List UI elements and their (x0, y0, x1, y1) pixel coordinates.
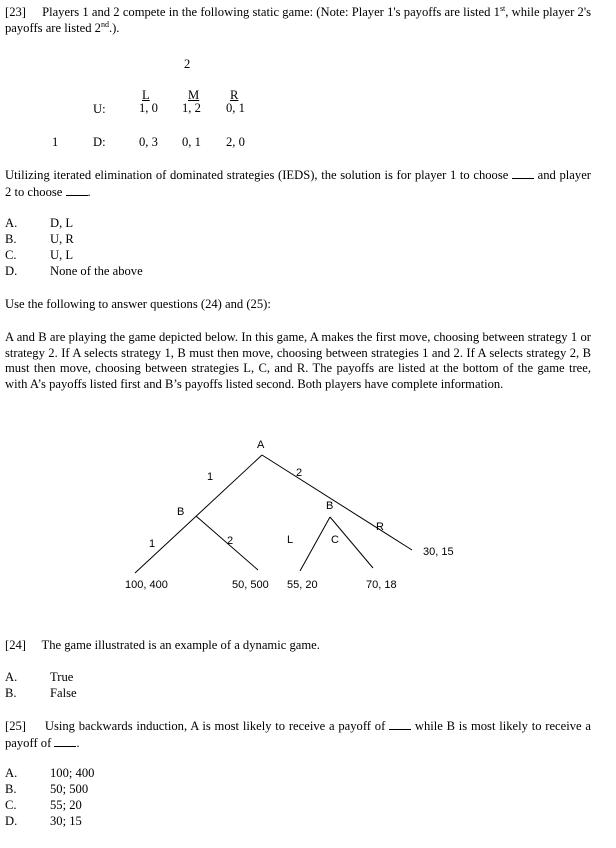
q23-option-c-letter: C. (5, 248, 17, 262)
q24-option-a-text: True (50, 670, 74, 684)
matrix-row-d-label: D: (93, 135, 106, 149)
q24-option-b-letter: B. (5, 686, 17, 700)
matrix-row-u-label: U: (93, 102, 106, 116)
matrix-cell-ur: 0, 1 (226, 101, 245, 115)
matrix-col-player: 2 (184, 57, 191, 71)
q25-option-b-letter: B. (5, 782, 17, 796)
tree-node-b1-label: B (177, 506, 185, 518)
q23-number: [23] (5, 5, 26, 19)
q23-sup-nd: nd (100, 19, 109, 29)
q25-blank-2 (54, 735, 76, 747)
tree-branch-c-label: C (331, 534, 339, 546)
q23-blank-1 (512, 167, 534, 179)
matrix-cell-dr: 2, 0 (226, 135, 245, 149)
q23-option-d-letter: D. (5, 264, 18, 278)
tree-payoff-1: 100, 400 (125, 579, 168, 591)
branch-l-line (300, 517, 330, 571)
q25-text-a: Using backwards induction, A is most likely to receive a payoff of (44, 719, 386, 733)
matrix-row-player: 1 (52, 135, 59, 149)
q23-prompt-c: . (87, 184, 91, 199)
q25-text-c: . (76, 735, 80, 750)
tree-branch-a2-label: 2 (296, 467, 303, 479)
q25-blank-1 (389, 718, 411, 730)
shared-intro: Use the following to answer questions (24) and (25): (5, 297, 271, 311)
q24-option-b-text: False (50, 686, 77, 700)
matrix-col-l: L (142, 88, 150, 102)
q23-option-a-letter: A. (5, 216, 18, 230)
tree-branch-l-label: L (287, 534, 294, 546)
q24-number: [24] (5, 638, 26, 652)
matrix-cell-ul: 1, 0 (139, 101, 158, 115)
q25-option-c-text: 55; 20 (50, 798, 82, 812)
q23-text-b: , while player 2's payoffs are listed 2 (5, 5, 592, 35)
q23-prompt-b: and player 2 to choose (5, 168, 591, 199)
matrix-cell-um: 1, 2 (182, 101, 201, 115)
tree-root-label: A (257, 439, 265, 451)
tree-payoff-4: 70, 18 (366, 579, 397, 591)
matrix-col-m: M (188, 88, 200, 102)
matrix-col-r: R (230, 88, 239, 102)
q23-prompt (5, 167, 591, 200)
q23-prompt-a: Utilizing iterated elimination of dominated strategies (IEDS), the solution is for player 1 to choose (5, 168, 509, 182)
q23-blank-2 (66, 184, 88, 196)
q23-option-d-text: None of the above (50, 264, 143, 278)
q25-option-a-text: 100; 400 (50, 766, 95, 780)
q24-text: The game illustrated is an example of a dynamic game. (41, 638, 320, 652)
matrix-cell-dm: 0, 1 (182, 135, 201, 149)
branch-a1-line (135, 455, 262, 573)
q25-option-b-text: 50; 500 (50, 782, 89, 796)
q23-text-a: Players 1 and 2 compete in the following static game: (Note: Player 1's payoffs are listed 1 (42, 5, 500, 19)
q25-stem (5, 718, 591, 751)
game-tree (0, 430, 616, 600)
q25-option-c-letter: C. (5, 798, 17, 812)
q25-number: [25] (5, 719, 26, 733)
tree-payoff-2: 50, 500 (232, 579, 269, 591)
tree-branch-b1-2-label: 2 (227, 535, 234, 547)
q23-option-b-text: U, R (50, 232, 74, 246)
q23-stem (5, 5, 591, 36)
tree-branch-r-label: R (376, 521, 384, 533)
q23-sup-st: st (499, 3, 506, 13)
tree-payoff-3: 55, 20 (287, 579, 318, 591)
q23-text-c: .). (108, 20, 120, 35)
tree-branch-a1-label: 1 (207, 471, 214, 483)
q24-option-a-letter: A. (5, 670, 18, 684)
q23-option-a-text: D, L (50, 216, 74, 230)
q23-option-c-text: U, L (50, 248, 74, 262)
q25-text-b: while B is most likely to receive a payoff of (5, 719, 591, 750)
matrix-cell-dl: 0, 3 (139, 135, 158, 149)
tree-node-b2-label: B (326, 500, 334, 512)
q25-option-d-letter: D. (5, 814, 18, 828)
game-description: A and B are playing the game depicted below. In this game, A makes the first move, choosing between strategy 1 or strategy 2. If A selects strategy 1, B must then move, choosing between strategies 1 and 2. If A selects strategy 2, B must then move, choosing between strategies L, C, and R. The payoffs are listed at the bottom of the game tree, with A’s payoffs listed first and B’s payoffs listed second. Both players have complete information. (5, 330, 591, 391)
tree-branch-b1-1-label: 1 (149, 538, 156, 550)
q25-option-d-text: 30; 15 (50, 814, 82, 828)
q25-option-a-letter: A. (5, 766, 18, 780)
q23-option-b-letter: B. (5, 232, 17, 246)
tree-payoff-5: 30, 15 (423, 546, 454, 558)
q24-stem (5, 638, 591, 654)
